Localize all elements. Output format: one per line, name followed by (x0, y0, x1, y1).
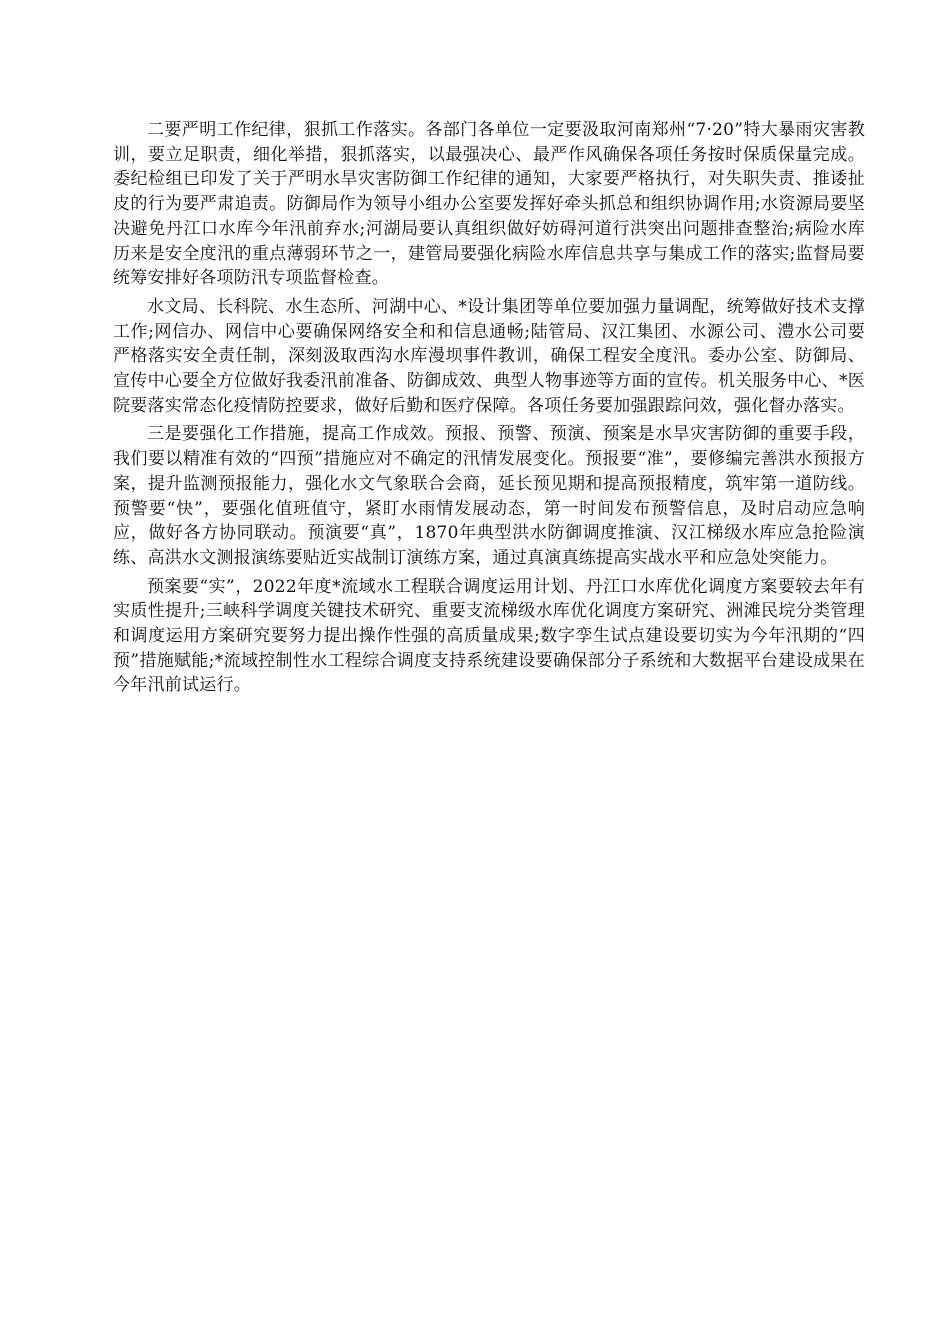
paragraph-discipline: 二要严明工作纪律，狠抓工作落实。各部门各单位一定要汲取河南郑州“7·20”特大暴雨灾害教训，要立足职责，细化举措，狠抓落实，以最强决心、最严作风确保各项任务按时保质保量完成。委纪检组已印发了关于严明水旱灾害防御工作纪律的通知，大家要严格执行，对失职失责、推诿扯皮的行为要严肃追责。防御局作为领导小组办公室要发挥好牵头抓总和组织协调作用;水资源局要坚决避免丹江口水库今年汛前弃水;河湖局要认真组织做好妨碍河道行洪突出问题排查整治;病险水库历来是安全度汛的重点薄弱环节之一，建管局要强化病险水库信息共享与集成工作的落实;监督局要统筹安排好各项防汛专项监督检查。 (113, 120, 865, 289)
paragraph-plans: 预案要“实”，2022年度*流域水工程联合调度运用计划、丹江口水库优化调度方案要较去年有实质性提升;三峡科学调度关键技术研究、重要支流梯级水库优化调度方案研究、洲滩民垸分类管理和调度运用方案研究要努力提出操作性强的高质量成果;数字孪生试点建设要切实为今年汛期的“四预”措施赋能;*流域控制性水工程综合调度支持系统建设要确保部分子系统和大数据平台建设成果在今年汛前试运行。 (113, 576, 865, 696)
paragraph-four-predictions: 三是要强化工作措施，提高工作成效。预报、预警、预演、预案是水旱灾害防御的重要手段，我们要以精准有效的“四预”措施应对不确定的汛情发展变化。预报要“准”，要修编完善洪水预报方案，提升监测预报能力，强化水文气象联合会商，延长预见期和提高预报精度，筑牢第一道防线。预警要“快”，要强化值班值守，紧盯水雨情发展动态，第一时间发布预警信息，及时启动应急响应，做好各方协同联动。预演要“真”，1870年典型洪水防御调度推演、汉江梯级水库应急抢险演练、高洪水文测报演练要贴近实战制订演练方案，通过真演真练提高实战水平和应急处突能力。 (113, 424, 865, 568)
paragraph-unit-responsibilities: 水文局、长科院、水生态所、河湖中心、*设计集团等单位要加强力量调配，统筹做好技术支撑工作;网信办、网信中心要确保网络安全和和信息通畅;陆管局、汉江集团、水源公司、澧水公司要严格落实安全责任制，深刻汲取西沟水库漫坝事件教训，确保工程安全度汛。委办公室、防御局、宣传中心要全方位做好我委汛前准备、防御成效、典型人物事迹等方面的宣传。机关服务中心、*医院要落实常态化疫情防控要求，做好后勤和医疗保障。各项任务要加强跟踪问效，强化督办落实。 (113, 296, 865, 416)
document-body (113, 118, 865, 702)
